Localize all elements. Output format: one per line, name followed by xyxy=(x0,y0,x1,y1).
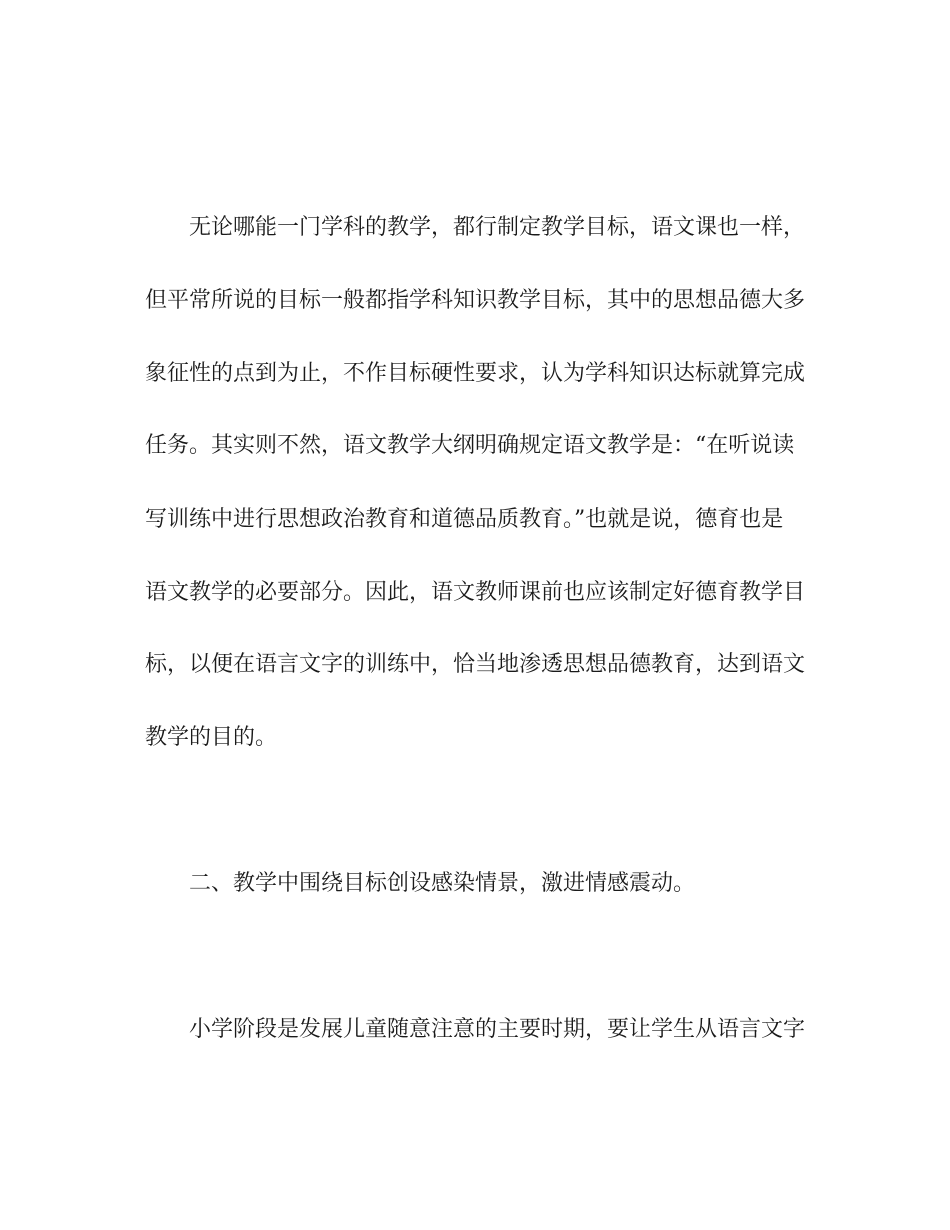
paragraph-1-line-2: 但平常所说的目标一般都指学科知识教学目标，其中的思想品德大多 xyxy=(145,288,806,313)
paragraph-1-line-1: 无论哪能一门学科的教学，都行制定教学目标，语文课也一样， xyxy=(189,215,806,240)
paragraph-3-line-1: 小学阶段是发展儿童随意注意的主要时期，要让学生从语言文字 xyxy=(189,1017,806,1042)
paragraph-1-line-7: 标，以便在语言文字的训练中，恰当地渗透思想品德教育，达到语文 xyxy=(145,652,806,677)
paragraph-1-line-5: 写训练中进行思想政治教育和道德品质教育。”也就是说，德育也是 xyxy=(145,507,784,532)
paragraph-1-line-3: 象征性的点到为止，不作目标硬性要求，认为学科知识达标就算完成 xyxy=(145,361,806,386)
paragraph-1-line-8: 教学的目的。 xyxy=(145,725,278,750)
paragraph-1-line-6: 语文教学的必要部分。因此，语文教师课前也应该制定好德育教学目 xyxy=(145,580,806,605)
paragraph-1-line-4: 任务。其实则不然，语文教学大纲明确规定语文教学是：“在听说读 xyxy=(145,433,795,458)
section-heading: 二、教学中围绕目标创设感染情景，激进情感震动。 xyxy=(189,871,696,896)
